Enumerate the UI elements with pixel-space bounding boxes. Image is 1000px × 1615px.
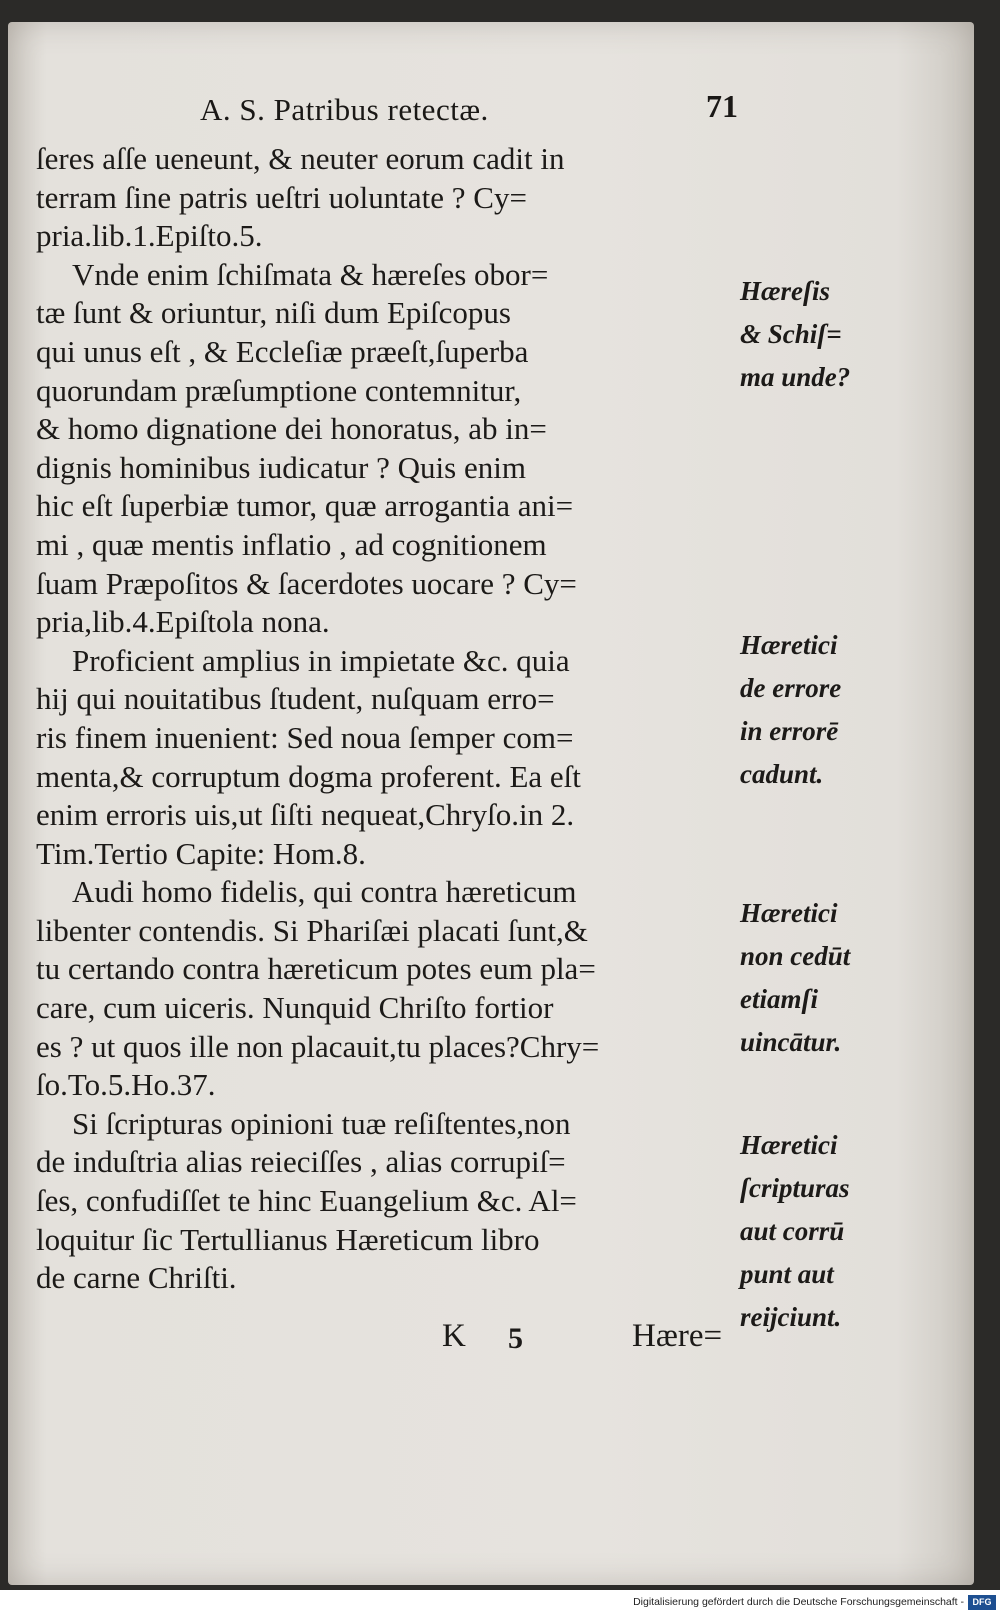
text-line-11: mi , quæ mentis inflatio , ad cognitionem [36,526,547,562]
catchword: Hære= [632,1318,723,1354]
margin-note-2 [740,624,890,796]
margin-note-3 [740,892,890,1064]
page-number: 71 [706,88,738,124]
margin-note-line: Hæretici [740,1130,838,1160]
text-line-2: terram ſine patris ueſtri uoluntate ? Cy= [36,179,527,215]
margin-note-1 [740,270,890,399]
text-line-15: hij qui nouitatibus ſtudent, nuſquam erro= [36,681,555,717]
signature-number: 5 [508,1322,523,1355]
text-line-3: pria.lib.1.Epiſto.5. [36,218,263,254]
margin-note-line: Hæretici [740,630,838,660]
text-line-19: Tim.Tertio Capite: Hom.8. [36,835,366,871]
margin-note-4 [740,1124,890,1339]
text-line-7: quorundam præſumptione contemnitur, [36,372,522,408]
text-line-23: care, cum uiceris. Nunquid Chriſto fortior [36,990,554,1026]
text-line-5: tæ ſunt & oriuntur, niſi dum Epiſcopus [36,295,511,331]
text-line-22: tu certando contra hæreticum potes eum pla= [36,951,596,987]
text-line-6: qui unus eſt , & Eccleſiæ præeſt,ſuperba [36,333,529,369]
margin-note-line: punt aut [740,1259,834,1289]
text-line-8: & homo dignatione dei honoratus, ab in= [36,411,547,447]
dfg-logo-icon: DFG [968,1595,996,1610]
text-line-4: Vnde enim ſchiſmata & hæreſes obor= [72,256,549,292]
text-line-18: enim erroris uis,ut ſiſti nequeat,Chryſo.in 2. [36,797,575,833]
text-line-10: hic eſt ſuperbiæ tumor, quæ arrogantia ani= [36,488,574,524]
text-line-9: dignis hominibus iudicatur ? Quis enim [36,449,526,485]
margin-note-line: Hæretici [740,898,838,928]
text-line-16: ris finem inuenient: Sed noua ſemper com= [36,719,574,755]
margin-note-line: uincātur. [740,1027,842,1057]
text-line-30: de carne Chriſti. [36,1260,237,1296]
text-line-29: loquitur ſic Tertullianus Hæreticum libro [36,1221,540,1257]
text-line-24: es ? ut quos ille non placauit,tu places?Chry= [36,1028,600,1064]
digitization-footer [0,1592,1000,1615]
text-line-17: menta,& corruptum dogma proferent. Ea eſt [36,758,581,794]
body-text [36,140,748,1298]
text-line-1: ſeres aſſe ueneunt, & neuter eorum cadit in [36,141,565,176]
running-head: A. S. Patribus retectæ. [200,92,489,127]
signature-mark: K [442,1318,466,1354]
text-line-28: ſes, confudiſſet te hinc Euangelium &c. Al= [36,1183,577,1219]
margin-note-line: aut corrū [740,1216,845,1246]
text-line-21: libenter contendis. Si Phariſæi placati ſunt,& [36,912,588,948]
margin-note-line: & Schiſ= [740,319,842,349]
text-line-13: pria,lib.4.Epiſtola nona. [36,604,330,640]
margin-note-line: Hæreſis [740,276,830,306]
margin-note-line: de errore [740,673,842,703]
margin-note-line: non cedūt [740,941,851,971]
text-line-25: ſo.To.5.Ho.37. [36,1067,216,1103]
margin-note-line: ma unde? [740,362,851,392]
digitization-credit: Digitalisierung gefördert durch die Deutsche Forschungsgemeinschaft - [633,1596,964,1608]
text-line-14: Proficient amplius in impietate &c. quia [72,642,570,678]
margin-note-line: cadunt. [740,759,824,789]
text-line-27: de induſtria alias reieciſſes , alias corrupiſ= [36,1144,566,1180]
margin-note-line: in errorē [740,716,839,746]
text-line-12: ſuam Præpoſitos & ſacerdotes uocare ? Cy= [36,565,577,601]
margin-note-line: reijciunt. [740,1302,842,1332]
margin-note-line: ſcripturas [740,1173,850,1203]
text-line-20: Audi homo fidelis, qui contra hæreticum [72,874,577,910]
margin-note-line: etiamſi [740,984,818,1014]
text-line-26: Si ſcripturas opinioni tuæ reſiſtentes,non [72,1105,571,1141]
